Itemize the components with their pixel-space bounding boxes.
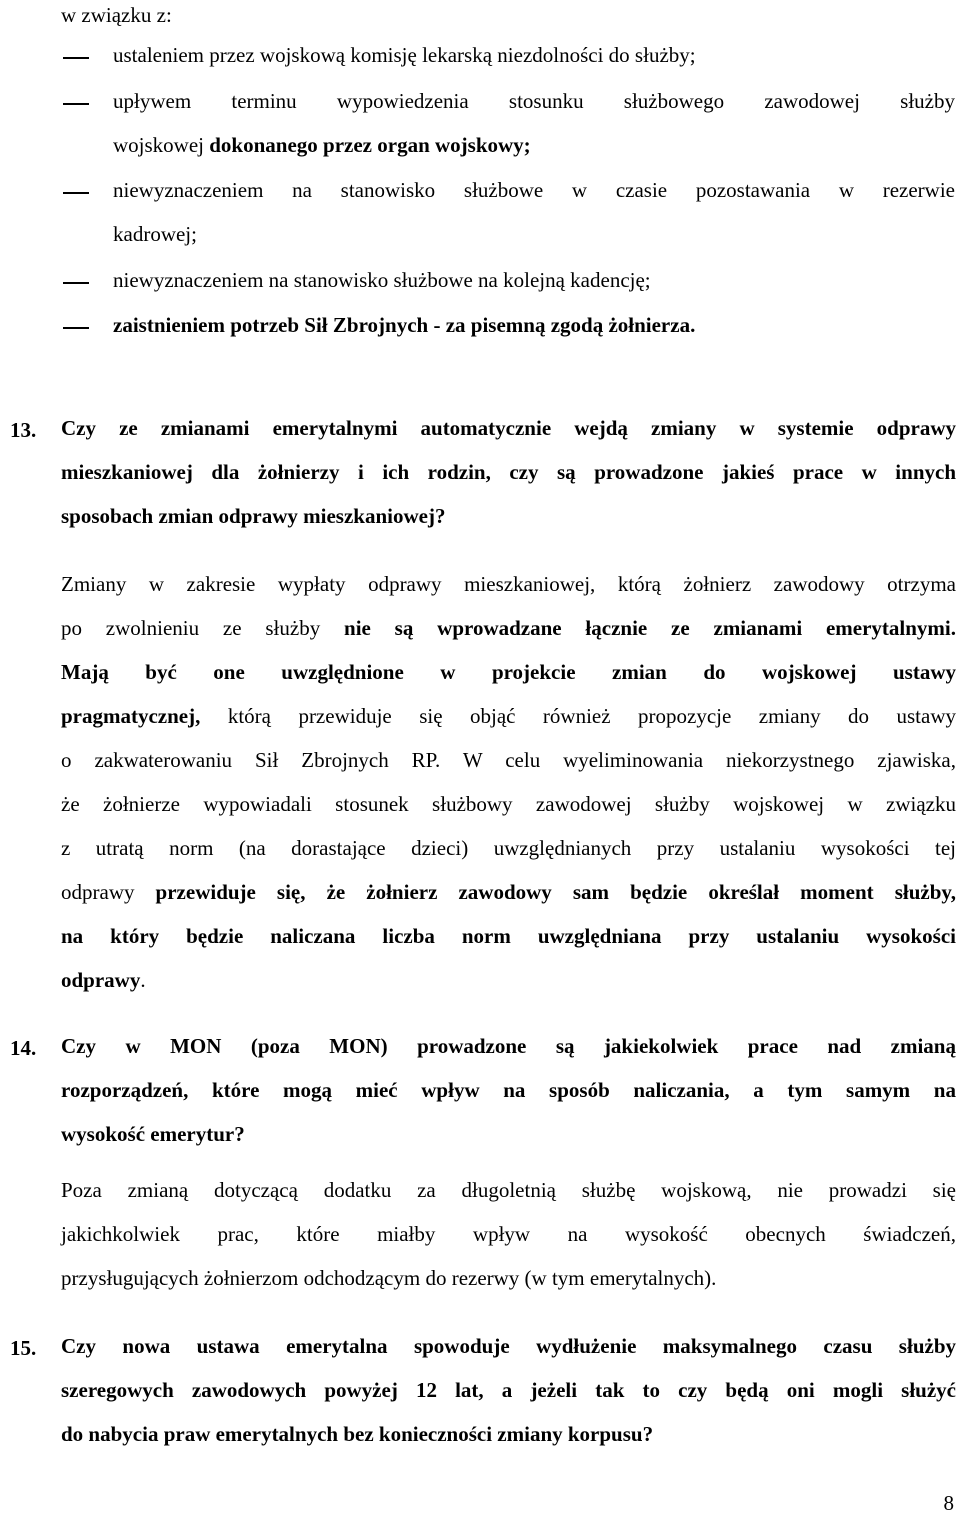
bold-text: przewiduje się, że żołnierz zawodowy sam będzie określał moment służby,: [155, 880, 956, 904]
dash-bullet-icon: [63, 192, 89, 194]
question-15-line-3: do nabycia praw emerytalnych bez konieczności zmiany korpusu?: [61, 1422, 654, 1446]
bold-text: na który będzie naliczana liczba norm uwzględniana przy ustalaniu wysokości: [61, 924, 956, 948]
bold-text: pragmatycznej,: [61, 704, 201, 728]
bullet-item: [113, 45, 696, 66]
text: .: [140, 968, 146, 992]
text: po zwolnieniu ze służby: [61, 616, 345, 640]
bold-text: nie są wprowadzane łącznie ze zmianami emerytalnymi.: [344, 616, 957, 640]
dash-bullet-icon: [63, 57, 89, 59]
dash-bullet-icon: [63, 282, 89, 284]
answer-13-line: [61, 838, 956, 859]
question-14-number: 14.: [10, 1036, 37, 1060]
bold-text: odprawy: [61, 968, 141, 992]
bold-text: Mają być one uwzględnione w projekcie zmian do wojskowej ustawy: [61, 660, 956, 684]
bullet-item: [113, 91, 955, 112]
text: wojskowej: [113, 133, 210, 157]
question-14-line-1: Czy w MON (poza MON) prowadzone są jakiekolwiek prace nad zmianą: [61, 1034, 956, 1058]
question-15-number: 15.: [10, 1336, 37, 1360]
text: którą przewiduje się objąć również propozycje zmiany do ustawy: [200, 704, 956, 728]
answer-14-line-1: Poza zmianą dotyczącą dodatku za długoletnią służbę wojskową, nie prowadzi się: [61, 1178, 956, 1202]
text: że żołnierze wypowiadali stosunek służbowy zawodowej służby wojskowej w związku: [61, 792, 956, 816]
question-13-number: 13.: [10, 418, 37, 442]
question-14-line-2: rozporządzeń, które mogą mieć wpływ na sposób naliczania, a tym samym na: [61, 1078, 956, 1102]
dash-bullet-icon: [63, 327, 89, 329]
intro-text: w związku z:: [61, 3, 172, 27]
answer-14-line-2: jakichkolwiek prac, które miałby wpływ na wysokość obecnych świadczeń,: [61, 1222, 956, 1246]
page-number: 8: [943, 1491, 954, 1515]
question-13-line-1: Czy ze zmianami emerytalnymi automatycznie wejdą zmiany w systemie odprawy: [61, 416, 956, 440]
question-15-line-1: Czy nowa ustawa emerytalna spowoduje wydłużenie maksymalnego czasu służby: [61, 1334, 956, 1358]
text: ustaleniem przez wojskową komisję lekarską niezdolności do służby;: [113, 43, 696, 67]
text: niewyznaczeniem na stanowisko służbowe na kolejną kadencję;: [113, 268, 651, 292]
text: upływem terminu wypowiedzenia stosunku służbowego zawodowej służby: [113, 89, 955, 113]
bullet-item: [113, 135, 531, 156]
answer-14-line-3: przysługujących żołnierzom odchodzącym do rezerwy (w tym emerytalnych).: [61, 1266, 717, 1290]
bullet-item: [113, 180, 955, 201]
text: niewyznaczeniem na stanowisko służbowe w czasie pozostawania w rezerwie: [113, 178, 955, 202]
answer-13-line: [61, 794, 956, 815]
answer-13-line: [61, 662, 956, 683]
answer-13-line: [61, 926, 956, 947]
bullet-item: [113, 270, 651, 291]
question-13-line-3: sposobach zmian odprawy mieszkaniowej?: [61, 504, 446, 528]
text: z utratą norm (na dorastające dzieci) uwzględnianych przy ustalaniu wysokości tej: [61, 836, 956, 860]
answer-13-line: [61, 706, 956, 727]
answer-13-line: [61, 882, 956, 903]
answer-13-line: [61, 574, 956, 595]
text: odprawy: [61, 880, 156, 904]
question-13-line-2: mieszkaniowej dla żołnierzy i ich rodzin, czy są prowadzone jakieś prace w innych: [61, 460, 956, 484]
answer-13-line: [61, 750, 956, 771]
text: kadrowej;: [113, 222, 197, 246]
text: o zakwaterowaniu Sił Zbrojnych RP. W celu wyeliminowania niekorzystnego zjawiska,: [61, 748, 956, 772]
question-15-line-2: szeregowych zawodowych powyżej 12 lat, a jeżeli tak to czy będą oni mogli służyć: [61, 1378, 956, 1402]
bold-text: zaistnieniem potrzeb Sił Zbrojnych - za pisemną zgodą żołnierza.: [113, 313, 696, 337]
question-14-line-3: wysokość emerytur?: [61, 1122, 245, 1146]
bold-text: dokonanego przez organ wojskowy;: [209, 133, 531, 157]
dash-bullet-icon: [63, 103, 89, 105]
bullet-item: [113, 315, 695, 336]
bullet-item: [113, 224, 197, 245]
answer-13-line: [61, 970, 146, 991]
answer-13-line: [61, 618, 956, 639]
text: Zmiany w zakresie wypłaty odprawy mieszkaniowej, którą żołnierz zawodowy otrzyma: [61, 572, 956, 596]
